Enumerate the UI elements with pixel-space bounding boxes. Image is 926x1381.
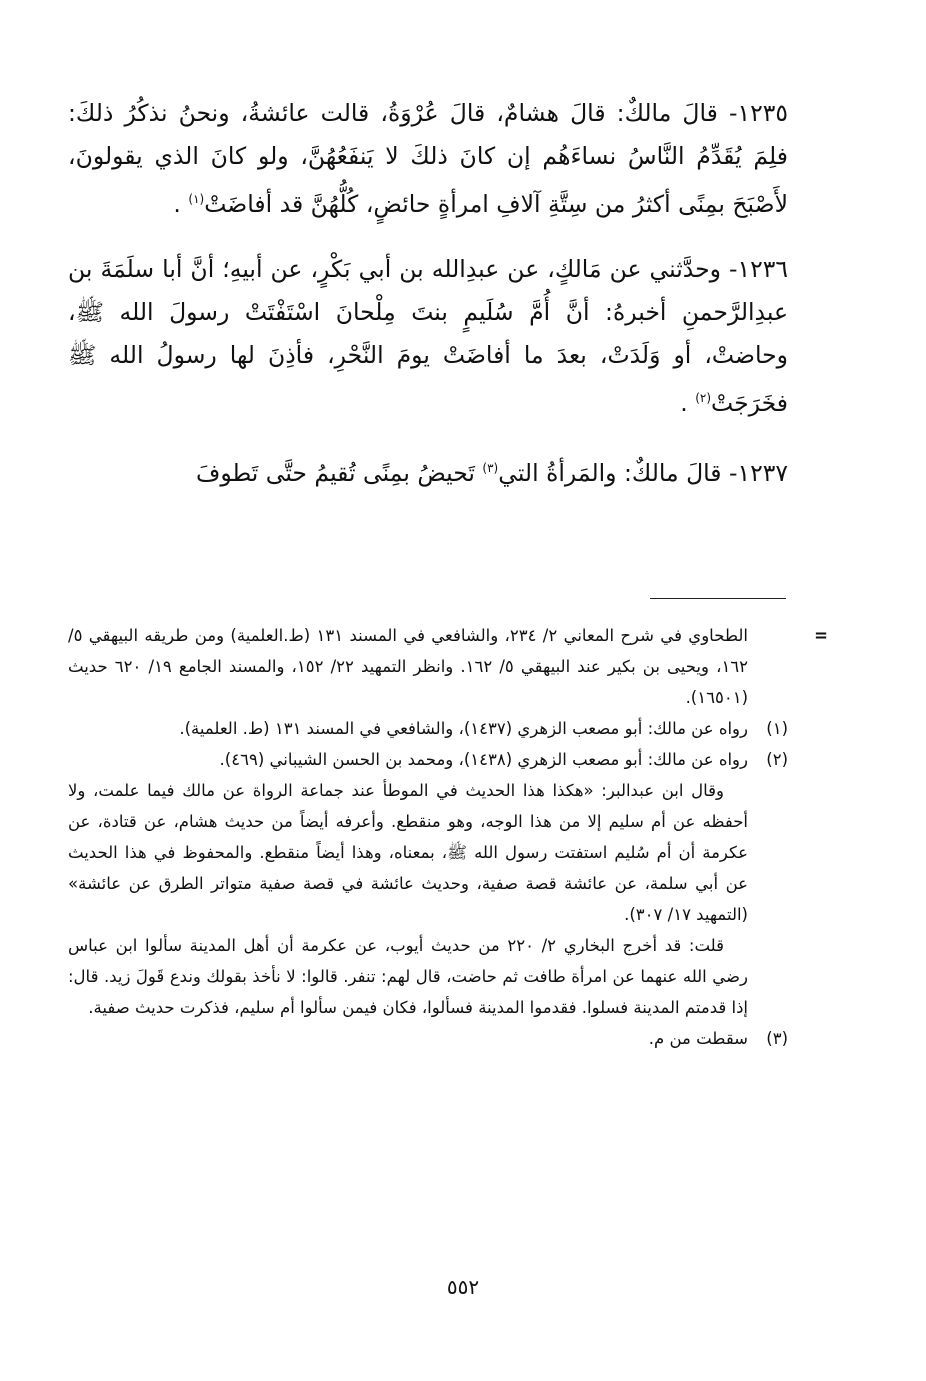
paragraph-1235-end: . bbox=[173, 189, 189, 218]
paragraph-1237 bbox=[68, 447, 788, 495]
footnote-ref-1: (١) bbox=[188, 192, 205, 206]
paragraph-1236 bbox=[68, 248, 788, 425]
footnote-continued-text: الطحاوي في شرح المعاني ٢/ ٢٣٤، والشافعي في المسند ١٣١ (ط.العلمية) ومن طريقه البيهقي ٥/ ١٦٢، ويحيى بن بكير عند البيهقي ٥/ ١٦٢. وانظر التمهيد ٢٢/ ١٥٢، والمسند الجامع ١٩/ ٦٢٠ حديث (١٦٥٠١). bbox=[68, 626, 749, 707]
main-text bbox=[68, 92, 788, 494]
footnote-3 bbox=[68, 1023, 788, 1054]
footnote-1-text: رواه عن مالك: أبو مصعب الزهري (١٤٣٧)، والشافعي في المسند ١٣١ (ط. العلمية). bbox=[179, 719, 748, 738]
paragraph-1236-text: ١٢٣٦- وحدَّثني عن مَالكٍ، عن عبدِالله بن أبي بَكْرٍ، عن أبيهِ؛ أنَّ أبا سلَمَةَ بن عبدِالرَّحمنِ أخبرهُ: أنَّ أُمَّ سُلَيمٍ بنتَ مِلْحانَ اسْتَفْتَتْ رسولَ الله ﷺ، وحاضتْ، أو وَلَدَتْ، بعدَ ما أفاضَتْ يومَ النَّحْرِ، فأذِنَ لها رسولُ الله ﷺ فخَرَجَتْ bbox=[68, 254, 788, 417]
footnote-2-quote: وقال ابن عبدالبر: «هكذا هذا الحديث في الموطأ عند جماعة الرواة عن مالك فيما علمت، ولا أحفظه عن أم سليم إلا من هذا الوجه، وهو منقطع. وأعرفه أيضاً من حديث هشام، عن قتادة، عن عكرمة أن أم سُليم استفتت رسول الله ﷺ، بمعناه، وهذا أيضاً منقطع. والمحفوظ في هذا الحديث عن أبي سلمة، عن عائشة قصة صفية، وحديث عائشة في قصة صفية متواتر الطرق عن عائشة» (التمهيد ١٧/ ٣٠٧). bbox=[68, 781, 748, 924]
footnote-ref-2: (٢) bbox=[695, 390, 712, 405]
paragraph-1235-text: ١٢٣٥- قالَ مالكٌ: قالَ هشامٌ، قالَ عُرْوَةُ، قالت عائشةُ، ونحنُ نذكُرُ ذلكَ: فلِمَ يُقَدِّمُ النَّاسُ نساءَهُم إن كانَ ذلكَ لا يَنفَعُهُنَّ، ولو كانَ الذي يقولونَ، لأَصْبَحَ بمِنًى أكثرُ من سِتَّةِ آلافِ امرأةٍ حائضٍ، كُلُّهُنَّ قد أفاضَتْ bbox=[68, 99, 788, 218]
paragraph-1235 bbox=[68, 92, 788, 226]
paragraph-1237-text-b: تَحيضُ بمِنًى تُقيمُ حتَّى تَطوفَ bbox=[195, 458, 483, 487]
footnote-2 bbox=[68, 744, 788, 1023]
footnote-2-comment: قلت: قد أخرج البخاري ٢/ ٢٢٠ من حديث أيوب، عن عكرمة أن أهل المدينة سألوا ابن عباس رضي الله عنهما عن امرأة طافت ثم حاضت، قال لهم: تنفر. قالوا: لا نأخذ بقولك وندع قَولَ زيد. قال: إذا قدمتم المدينة فسلوا. فقدموا المدينة فسألوا، فكان فيمن سألوا أم سليم، فذكرت حديث صفية. bbox=[68, 936, 748, 1017]
footnote-2-text: رواه عن مالك: أبو مصعب الزهري (١٤٣٨)، ومحمد بن الحسن الشيباني (٤٦٩). bbox=[219, 750, 748, 769]
continued-mark: = bbox=[814, 626, 828, 645]
footnote-1-number: (١) bbox=[766, 719, 788, 738]
footnote-separator bbox=[650, 598, 786, 599]
page-number: ٥٥٢ bbox=[446, 1275, 480, 1299]
footnote-continued bbox=[68, 620, 828, 713]
paragraph-1236-end: . bbox=[680, 388, 696, 417]
footnote-ref-3: (٣) bbox=[482, 460, 499, 475]
paragraph-1237-text-a: ١٢٣٧- قالَ مالكٌ: والمَرأةُ التي bbox=[498, 458, 788, 487]
footnotes bbox=[68, 620, 828, 1054]
footnote-2-number: (٢) bbox=[766, 750, 788, 769]
footnote-1 bbox=[68, 713, 788, 744]
footnote-3-text: سقطت من م. bbox=[648, 1029, 748, 1048]
footnote-3-number: (٣) bbox=[766, 1029, 788, 1048]
